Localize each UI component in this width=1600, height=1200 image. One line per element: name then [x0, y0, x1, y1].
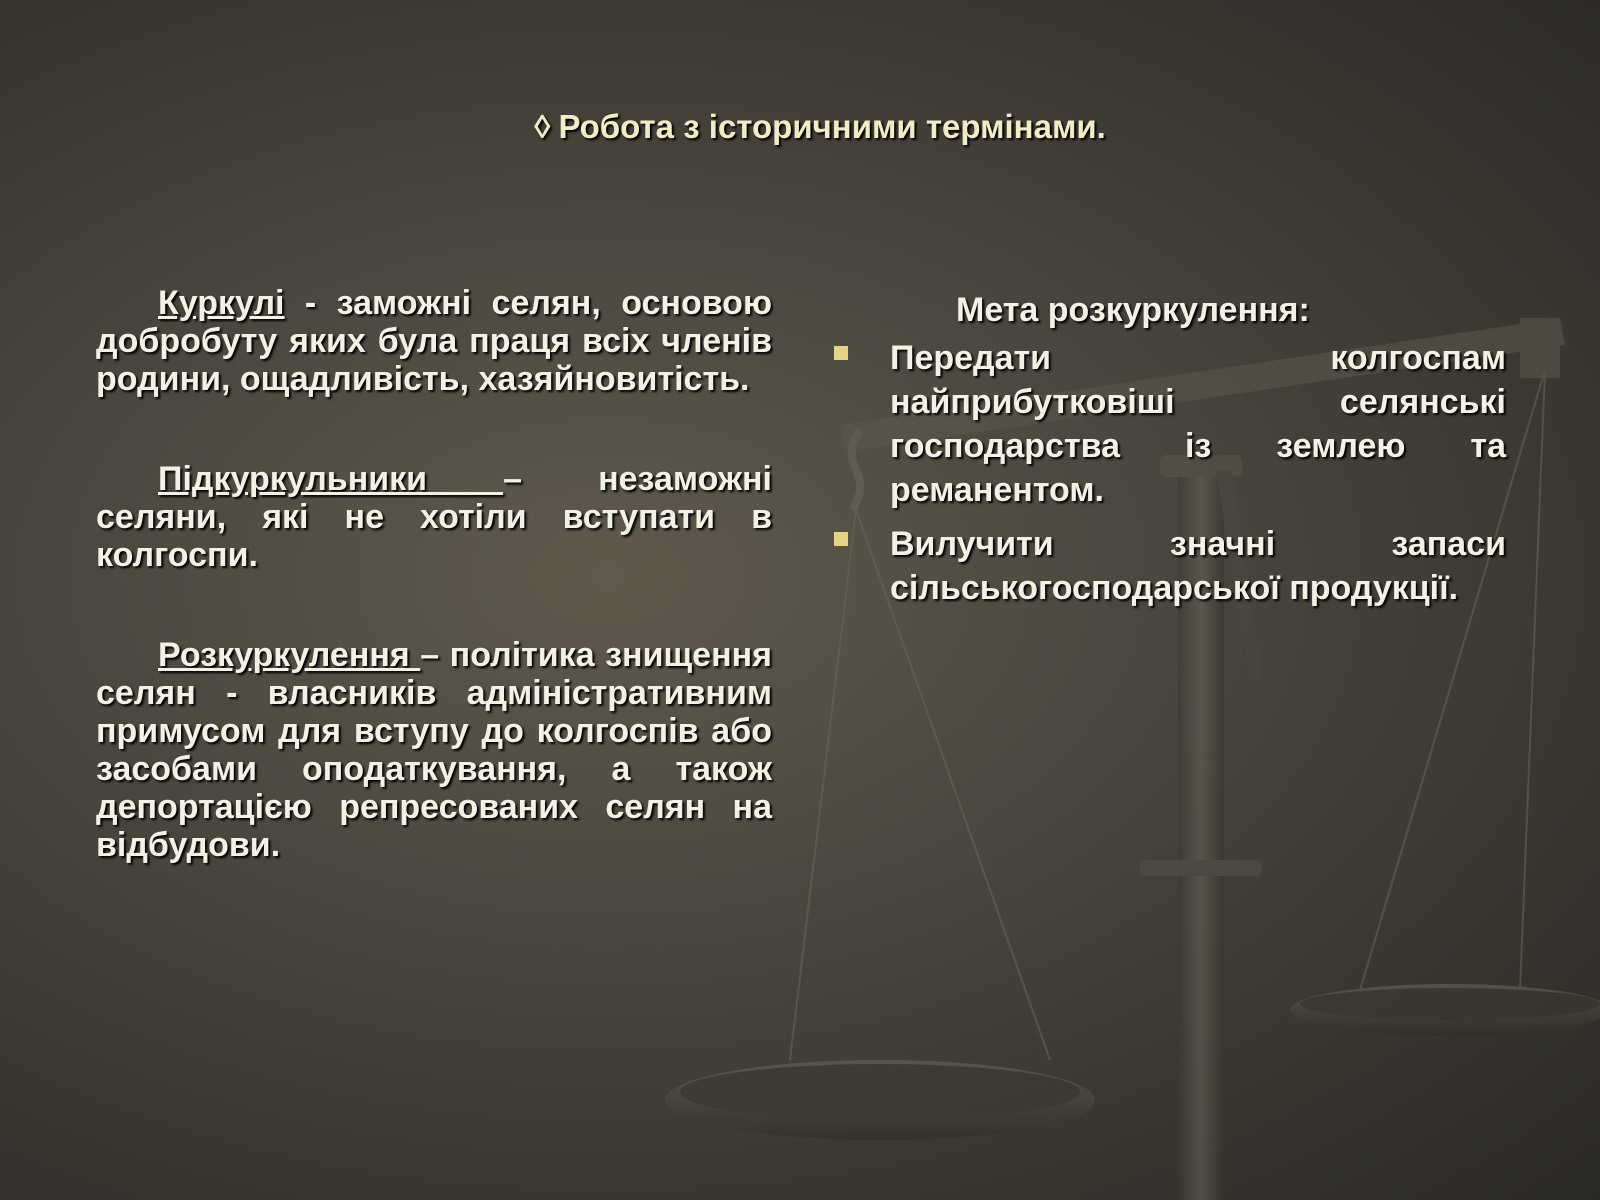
goal-text: Вилучити значні запаси сільськогосподарської продукції. — [890, 525, 1506, 607]
term-definition: – політика знищення селян - власників адміністративним примусом для вступу до колгоспів або засобами оподаткування, а також депортацією репресованих селян на відбудови. — [96, 636, 772, 864]
square-bullet-icon — [834, 346, 848, 360]
term-word: Куркулі — [158, 284, 285, 322]
goals-list — [826, 336, 1506, 610]
term-kurkuli — [96, 284, 772, 398]
goal-text: Передати колгоспам найприбутковіші селянські господарства із землею та реманентом. — [890, 339, 1506, 509]
terms-column — [96, 284, 772, 926]
goals-column — [826, 290, 1506, 620]
term-word: Підкуркульники — [158, 460, 504, 498]
goals-heading: Мета розкуркулення: — [956, 291, 1310, 329]
square-bullet-icon — [834, 532, 848, 546]
list-item — [826, 336, 1506, 512]
list-item — [826, 522, 1506, 610]
term-pidkurkulnyky — [96, 460, 772, 574]
term-definition: - заможні селян, основою добробуту яких була праця всіх членів родини, ощадливість, хазяйновитість. — [96, 284, 772, 398]
slide-title — [0, 108, 1600, 146]
term-definition: – незаможні селяни, які не хотіли вступати в колгоспи. — [96, 460, 772, 574]
term-rozkurkulennia — [96, 636, 772, 864]
diamond-bullet-icon: ◊ — [534, 108, 551, 145]
term-word: Розкуркулення — [158, 636, 421, 674]
slide-title-text: Робота з історичними термінами. — [558, 108, 1106, 145]
